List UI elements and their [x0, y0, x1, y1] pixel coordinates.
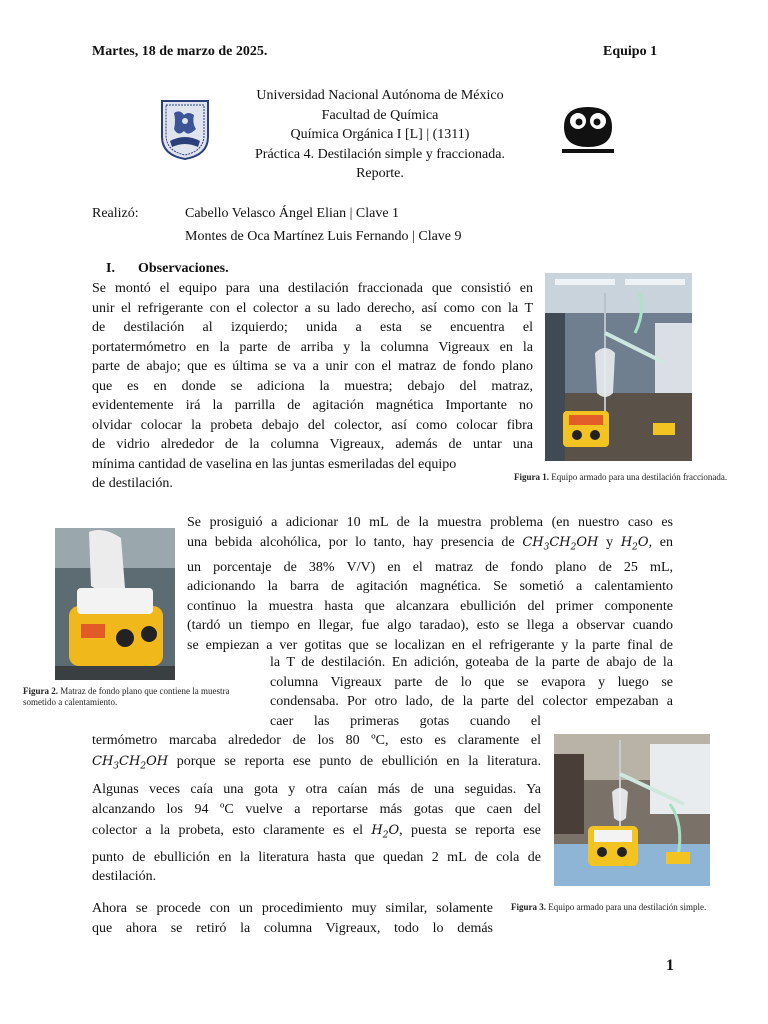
document-date: Martes, 18 de marzo de 2025. [92, 44, 268, 59]
water-formula: $H_2O$ [620, 534, 649, 553]
paragraph-text: una bebida alcohólica, por lo tanto, hay presencia de [187, 534, 515, 550]
paragraph-text: colector a la probeta, esto claramente es el [92, 823, 364, 839]
ethanol-formula: $CH_3CH_2OH$ [92, 753, 169, 772]
paragraph-line: punto de ebullición en la literatura hasta que quedan 2 mL de cola de [92, 849, 541, 865]
figure-2-photo [55, 528, 175, 680]
paragraph-line: Ahora se procede con un procedimiento muy similar, solamente [92, 901, 493, 916]
figure-1-label: Figura 1. [514, 472, 549, 482]
figure-3-text: Equipo armado para una destilación simple. [548, 902, 707, 912]
page-number: 1 [666, 957, 674, 974]
paragraph-line: que es en donde se adiciona la muestra; debajo del matraz, [92, 378, 533, 394]
section-number: I. [106, 261, 115, 276]
document-type: Reporte. [356, 166, 404, 181]
figure-2-label: Figura 2. [23, 686, 58, 696]
paragraph-line: Algunas veces caía una gota y otra caían más de una seguidas. Ya [92, 782, 541, 798]
paragraph-line: de vidrio alrededor de la columna Vigreaux, además de untar una [92, 437, 533, 452]
figure-3-photo [554, 734, 710, 886]
team-label: Equipo 1 [603, 44, 658, 59]
figure-2-text: Matraz de fondo plano que contiene la muestra sometido a calentamiento. [23, 686, 230, 707]
university-name: Universidad Nacional Autónoma de México [256, 88, 504, 103]
paragraph-line: continuo la muestra hasta que alcanzara ebullición del primer componente [187, 598, 673, 614]
author-1: Cabello Velasco Ángel Elian | Clave 1 [185, 206, 400, 221]
paragraph-2-lower [92, 731, 541, 887]
authors-label: Realizó: [92, 206, 139, 221]
practice-title: Práctica 4. Destilación simple y fraccionada. [255, 146, 505, 162]
paragraph-line: olvidar colocar la probeta debajo del colector, así como colocar fibra [92, 417, 533, 433]
paragraph-line: evidentemente irá la parrilla de agitación magnética Importante no [92, 398, 533, 413]
paragraph-2-middle [270, 653, 673, 712]
ethanol-formula: $CH_3CH_2OH$ [522, 534, 599, 553]
section-title: Observaciones. [138, 261, 229, 276]
paragraph-line [92, 751, 541, 778]
paragraph-line: destilación. [92, 869, 157, 885]
figure-3-label: Figura 3. [511, 902, 546, 912]
paragraph-line: un porcentaje de 38% V/V) en el matraz de fondo plano de 25 mL, [187, 559, 673, 575]
figure-1-caption [514, 472, 744, 483]
paragraph-line: la T de destilación. En adición, goteaba de la parte de abajo de la [270, 655, 673, 670]
paragraph-3 [92, 899, 493, 938]
paragraph-text: y [606, 534, 614, 550]
figure-1-text: Equipo armado para una destilación fraccionada. [551, 472, 728, 482]
paragraph-line: termómetro marcaba alrededor de los 80 ºC, esto es claramente el [92, 733, 541, 748]
paragraph-line: parte de abajo; que es última se va a unir con el matraz de fondo plano [92, 359, 533, 374]
paragraph-line: Se prosiguió a adicionar 10 mL de la muestra problema (en nuestro caso es [187, 515, 673, 530]
paragraph-line [92, 819, 541, 848]
faculty-name: Facultad de Química [321, 107, 439, 123]
authors-block [92, 202, 462, 248]
paragraph-line: adicionando la barra de agitación magnética. Se sometió a calentamiento [187, 579, 673, 595]
paragraph-2-upper [187, 513, 673, 655]
paragraph-line: caer las primeras gotas cuando el [270, 714, 541, 729]
paragraph-line: (tardó un tiempo en llegar, fue algo taradao), esto se llega a observar cuando [187, 618, 673, 634]
course-name: Química Orgánica I [L] | (1311) [290, 127, 470, 142]
paragraph-line: portatermómetro en la parte de arriba y la columna Vigreaux en la [92, 339, 533, 355]
paragraph-text: porque se reporta ese punto de ebullición en la literatura. [176, 753, 541, 769]
author-2: Montes de Oca Martínez Luis Fernando | Clave 9 [185, 229, 462, 244]
figure-1-photo [545, 273, 692, 461]
paragraph-text: , puesta se reporta ese [399, 823, 541, 839]
paragraph-line: alcanzando los 94 ºC vuelve a reportarse más gotas que caen del [92, 801, 541, 817]
paragraph-line: columna Vigreaux parte de lo que se evapora y luego se [270, 674, 673, 690]
paragraph-2-short [270, 712, 541, 732]
paragraph-line: mínima cantidad de vaselina en las juntas esmeriladas del equipo [92, 456, 457, 472]
paragraph-line: Se montó el equipo para una destilación fraccionada que consistió en [92, 281, 533, 296]
paragraph-line: que ahora se retiró la columna Vigreaux, todo lo demás [92, 920, 493, 936]
water-formula: $H_2O$ [371, 823, 400, 841]
figure-2-caption [23, 686, 233, 708]
paragraph-line: unir el refrigerante con el colector a su lado derecho, así como con la T [92, 300, 533, 316]
paragraph-1 [92, 279, 533, 494]
paragraph-line: de destilación al izquierdo; unida a esta se encuentra el [92, 320, 533, 335]
paragraph-line: condensaba. Por otro lado, de la parte del colector empezaban a [270, 694, 673, 709]
figure-3-caption [511, 902, 751, 913]
paragraph-text: , en [648, 534, 674, 550]
paragraph-line [187, 533, 673, 558]
title-block [200, 86, 560, 184]
faculty-owl-logo [560, 101, 616, 157]
section-heading [106, 261, 229, 277]
paragraph-line: de destilación. [92, 476, 173, 491]
paragraph-line: se empiezan a ver gotitas que se localizan en el refrigerante y la parte final de [187, 637, 673, 653]
